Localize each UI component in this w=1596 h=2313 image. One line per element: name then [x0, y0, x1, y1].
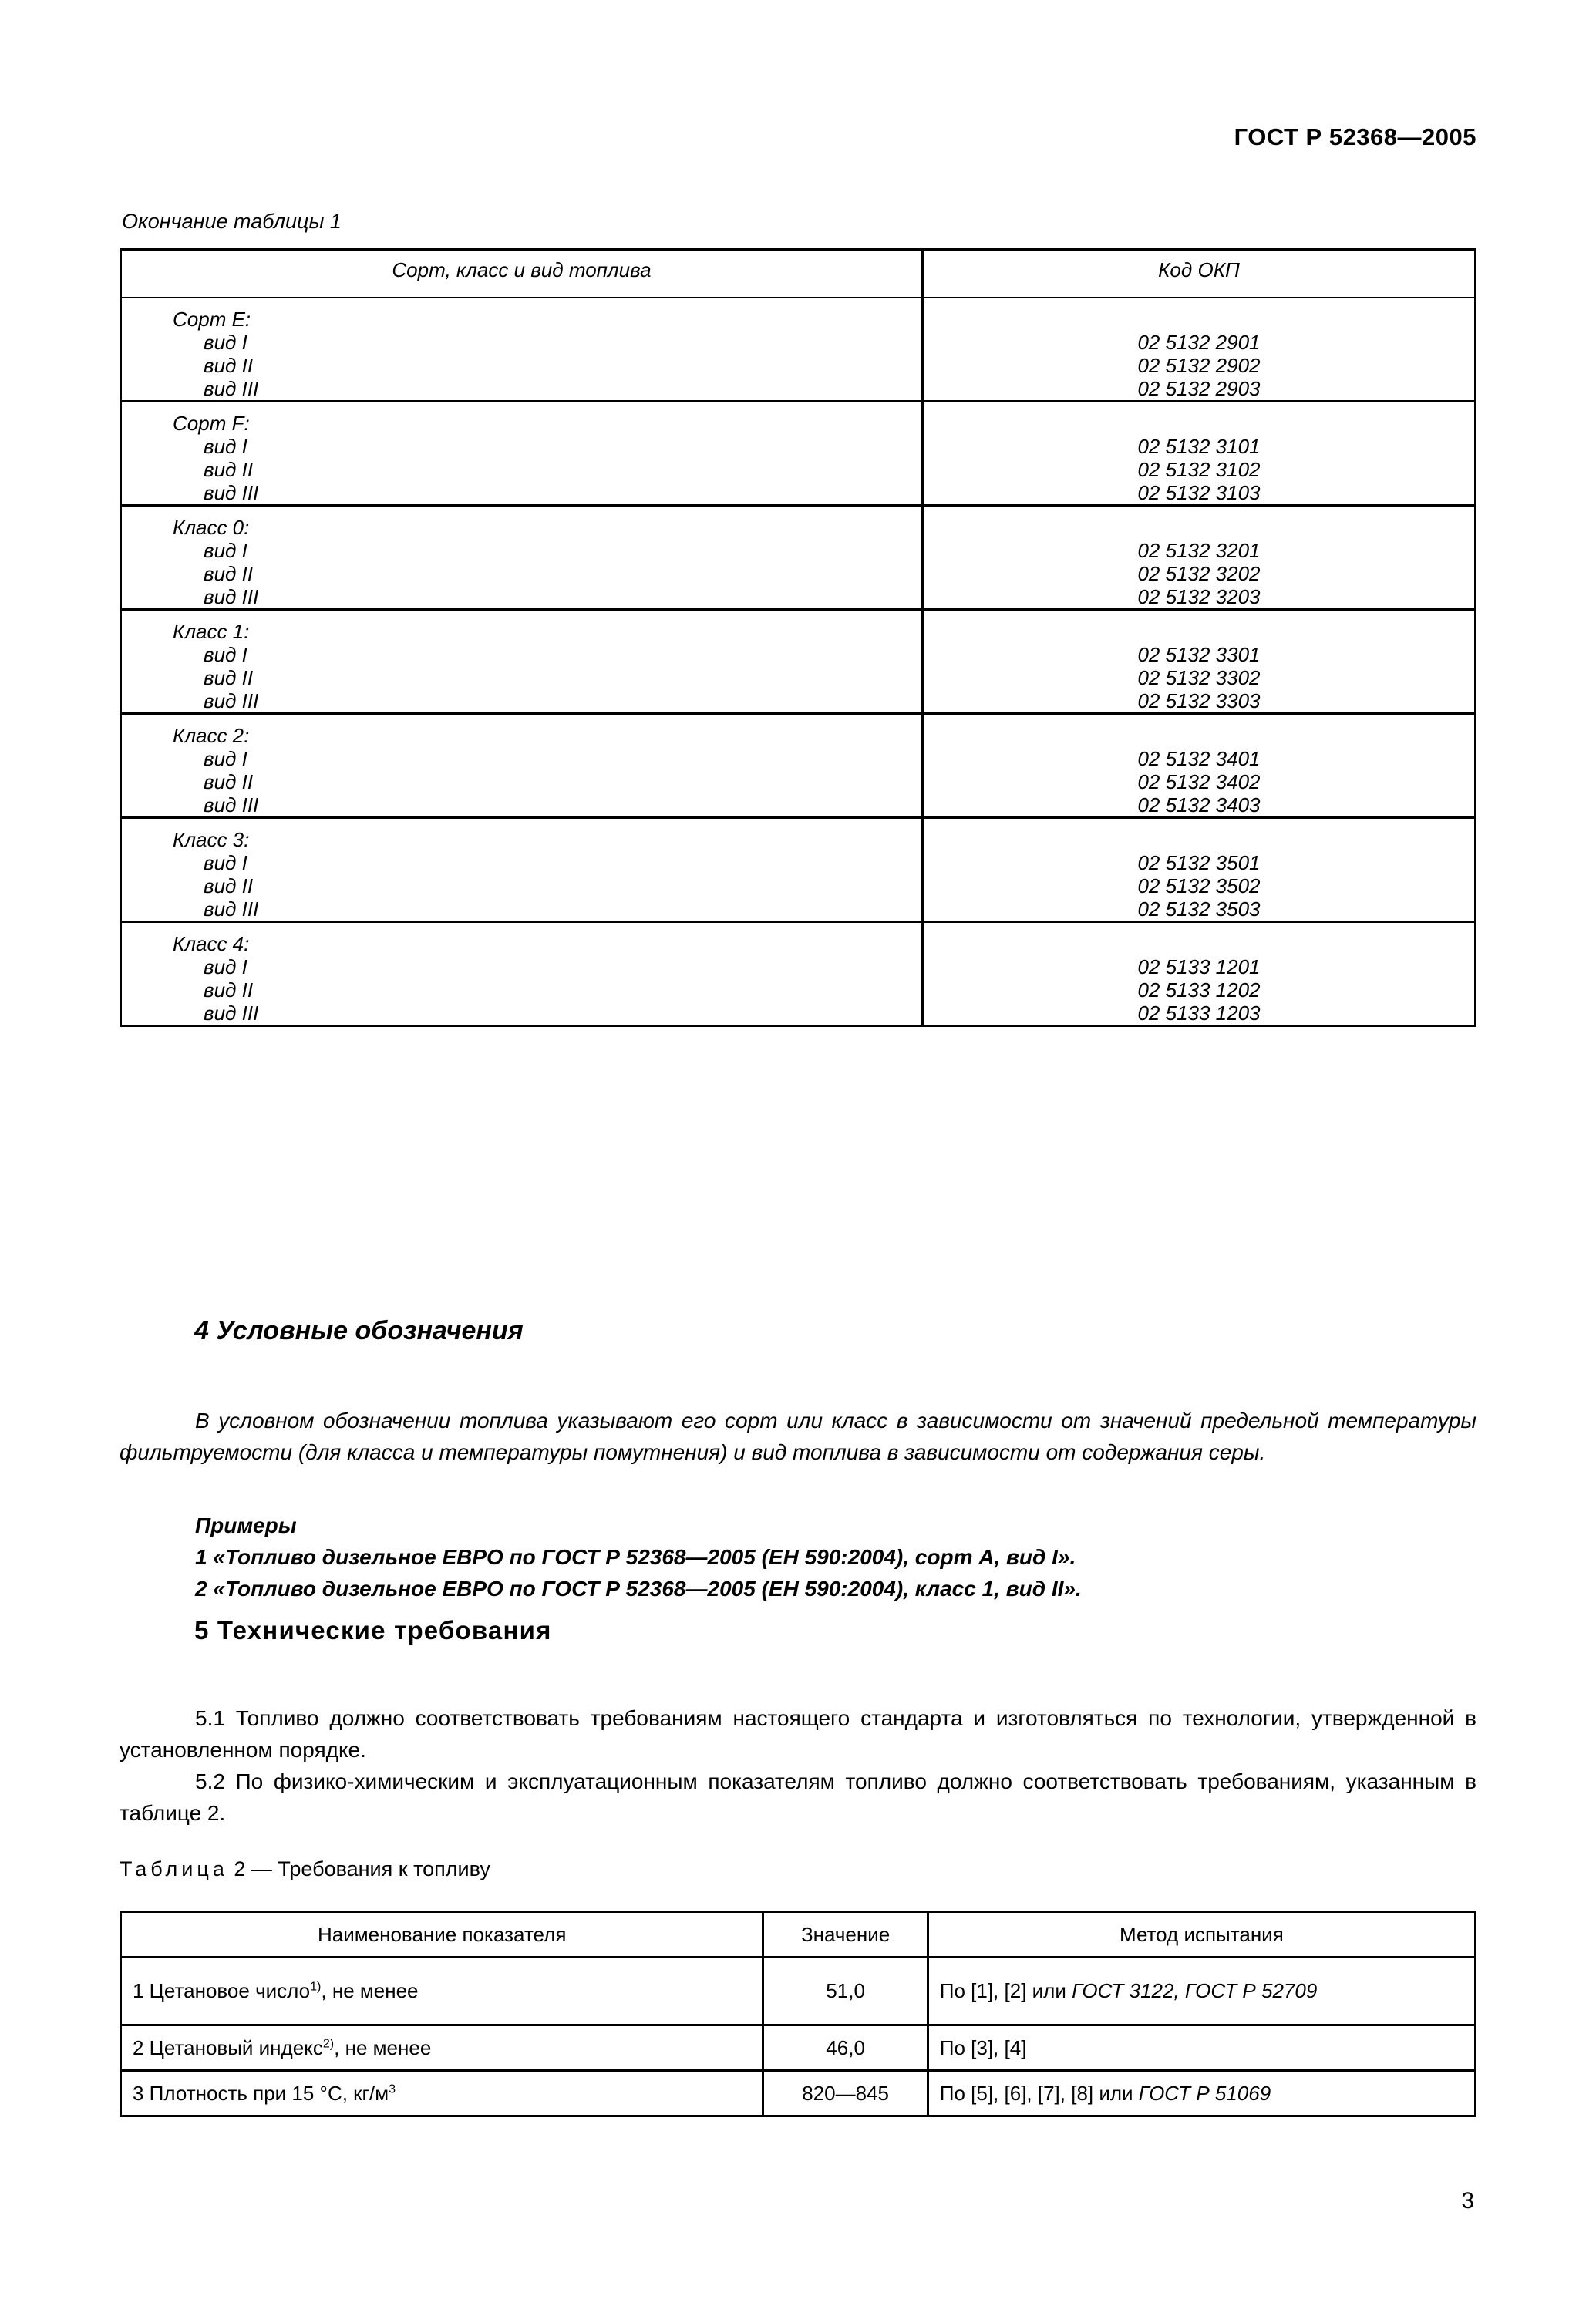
table1-group-sub: вид I [204, 747, 247, 770]
table1-okp-code: 02 5132 2903 [1137, 377, 1261, 400]
table1-okp-code: 02 5132 3203 [1137, 585, 1261, 608]
table1-codes [120, 248, 1476, 1027]
table1-group-sub: вид III [204, 897, 259, 921]
paragraph-5-1-text: 5.1 Топливо должно соответствовать требованиям настоящего стандарта и изготовляться по технологии, утвержденной в установленном порядке. [120, 1706, 1476, 1762]
table1-group-sub: вид III [204, 1002, 259, 1025]
table1-group-title: Класс 4: [173, 932, 250, 955]
table1-cell-grade [121, 298, 923, 402]
table1-okp-code: 02 5132 2901 [1137, 331, 1261, 354]
table1-okp-code: 02 5132 3302 [1137, 666, 1261, 689]
table2-cell-method [928, 1958, 1475, 2025]
table1-row [121, 610, 1476, 714]
table2-name-suffix: , не менее [321, 1978, 419, 2002]
table2-method-plain: По [1], [2] или [939, 1978, 1072, 2002]
table1-row [121, 714, 1476, 818]
table2-row [121, 2071, 1476, 2116]
table2-name-superscript: 1) [310, 1978, 322, 1993]
table1-caption: Окончание таблицы 1 [122, 210, 342, 233]
table1-okp-code: 02 5132 3202 [1137, 562, 1261, 585]
table1-okp-code: 02 5132 3201 [1137, 539, 1261, 562]
table2-cell-name [121, 2071, 763, 2116]
table1-okp-code: 02 5132 3101 [1137, 435, 1261, 458]
table1-okp-code: 02 5132 3102 [1137, 458, 1261, 481]
table2-caption-rest: 2 — Требования к топливу [227, 1857, 490, 1880]
table1-group-sub: вид I [204, 539, 247, 562]
table1-cell-okp [923, 610, 1476, 714]
table1-row [121, 402, 1476, 506]
table1-okp-code: 02 5132 3401 [1137, 747, 1261, 770]
table2-caption-prefix: Таблица [120, 1857, 228, 1880]
table1-group-sub: вид II [204, 354, 254, 377]
table1-cell-okp [923, 298, 1476, 402]
table2-cell-name [121, 2025, 763, 2071]
table1-group-title: Класс 1: [173, 620, 250, 643]
table1-group-sub: вид II [204, 770, 254, 793]
table1-group-sub: вид II [204, 874, 254, 897]
table1-cell-okp [923, 714, 1476, 818]
table2-header-row [121, 1912, 1476, 1958]
table2-name-text: 1 Цетановое число [133, 1978, 311, 2002]
table1-cell-grade [121, 818, 923, 922]
table2-name-text: 3 Плотность при 15 °C, кг/м [133, 2081, 389, 2105]
paragraph-5-2-text: 5.2 По физико-химическим и эксплуатационным показателям топливо должно соответствовать требованиям, указанным в таблице 2. [120, 1769, 1476, 1825]
table2-col-header-name: Наименование показателя [121, 1912, 763, 1958]
table1-group-sub: вид III [204, 793, 259, 816]
table2-cell-name [121, 1958, 763, 2025]
table2-col-header-value: Значение [763, 1912, 928, 1958]
table2-cell-method [928, 2071, 1475, 2116]
table2-name-superscript: 2) [322, 2035, 335, 2050]
table2-method-standard: ГОСТ Р 51069 [1138, 2081, 1271, 2105]
table1-okp-code: 02 5132 3502 [1137, 874, 1261, 897]
table1-cell-okp [923, 922, 1476, 1026]
section-5-paragraph-5-2 [120, 1766, 1476, 1829]
table1-group-sub: вид I [204, 851, 247, 874]
table1-group-title: Класс 3: [173, 828, 250, 851]
table1-row [121, 818, 1476, 922]
table1-col-header-okp: Код ОКП [923, 250, 1476, 298]
table2-col-header-method: Метод испытания [928, 1912, 1475, 1958]
table1-group-sub: вид I [204, 331, 247, 354]
table2-cell-method [928, 2025, 1475, 2071]
table1-okp-code: 02 5133 1201 [1137, 955, 1261, 978]
table2-method-standard: ГОСТ 3122, ГОСТ Р 52709 [1072, 1978, 1318, 2002]
table1-group-sub: вид III [204, 585, 259, 608]
table1-group-title: Сорт F: [173, 412, 250, 435]
examples-label: Примеры [195, 1513, 297, 1537]
table2-caption [120, 1857, 490, 1881]
table1-group-sub: вид II [204, 458, 254, 481]
table1-okp-code: 02 5132 3403 [1137, 793, 1261, 816]
table1-group-sub: вид III [204, 689, 259, 712]
table1-cell-grade [121, 714, 923, 818]
table1-group-title: Класс 0: [173, 516, 250, 539]
section-4-paragraph-text: В условном обозначении топлива указывают его сорт или класс в зависимости от значений предельной температуры фильтруемости (для класса и температуры помутнения) и вид топлива в зависимости от содержания серы. [120, 1409, 1476, 1464]
table2-row [121, 1958, 1476, 2025]
table1-cell-okp [923, 818, 1476, 922]
table1-cell-grade [121, 506, 923, 610]
table2-cell-value: 51,0 [763, 1958, 928, 2025]
table1-row [121, 922, 1476, 1026]
table1-group-sub: вид II [204, 666, 254, 689]
table1-okp-code: 02 5133 1202 [1137, 978, 1261, 1002]
example-item-2: 2 «Топливо дизельное ЕВРО по ГОСТ Р 52368—2005 (ЕН 590:2004), класс 1, вид II». [195, 1577, 1082, 1601]
section-5-paragraph-5-1 [120, 1702, 1476, 1766]
table1-group-sub: вид III [204, 481, 259, 504]
table1-header-row [121, 250, 1476, 298]
table1-row [121, 298, 1476, 402]
table2-name-suffix: , не менее [334, 2035, 432, 2059]
table2-cell-value: 46,0 [763, 2025, 928, 2071]
table1-group-sub: вид I [204, 955, 247, 978]
table2-method-plain: По [5], [6], [7], [8] или [939, 2081, 1139, 2105]
section-4-paragraph [120, 1405, 1476, 1468]
table1-okp-code: 02 5132 3303 [1137, 689, 1261, 712]
table1-cell-grade [121, 610, 923, 714]
running-head-standard-number: ГОСТ Р 52368—2005 [1234, 123, 1476, 150]
table1-okp-code: 02 5132 3503 [1137, 897, 1261, 921]
table1-group-title: Сорт Е: [173, 308, 251, 331]
table1-okp-code: 02 5132 3301 [1137, 643, 1261, 666]
table2-name-text: 2 Цетановый индекс [133, 2035, 323, 2059]
table2-name-superscript: 3 [389, 2081, 396, 2096]
table1-okp-code: 02 5132 3402 [1137, 770, 1261, 793]
section-5-heading: 5 Технические требования [194, 1616, 552, 1645]
section-4-heading: 4 Условные обозначения [194, 1316, 524, 1345]
table1-okp-code: 02 5133 1203 [1137, 1002, 1261, 1025]
table2-cell-value: 820—845 [763, 2071, 928, 2116]
table1-col-header-grade: Сорт, класс и вид топлива [121, 250, 923, 298]
table1-group-title: Класс 2: [173, 724, 250, 747]
table1-okp-code: 02 5132 3103 [1137, 481, 1261, 504]
page-number: 3 [1461, 2188, 1474, 2214]
table1-group-sub: вид I [204, 435, 247, 458]
table1-okp-code: 02 5132 3501 [1137, 851, 1261, 874]
table2-requirements [120, 1911, 1476, 2117]
table2-method-plain: По [3], [4] [939, 2035, 1027, 2059]
table1-cell-okp [923, 506, 1476, 610]
table1-group-sub: вид III [204, 377, 259, 400]
table1-okp-code: 02 5132 2902 [1137, 354, 1261, 377]
example-item-1: 1 «Топливо дизельное ЕВРО по ГОСТ Р 52368—2005 (ЕН 590:2004), сорт А, вид I». [195, 1545, 1076, 1569]
table2-row [121, 2025, 1476, 2071]
table1-cell-grade [121, 402, 923, 506]
table1-cell-okp [923, 402, 1476, 506]
table1-group-sub: вид II [204, 562, 254, 585]
table1-row [121, 506, 1476, 610]
table1-cell-grade [121, 922, 923, 1026]
table1-group-sub: вид I [204, 643, 247, 666]
table1-group-sub: вид II [204, 978, 254, 1002]
